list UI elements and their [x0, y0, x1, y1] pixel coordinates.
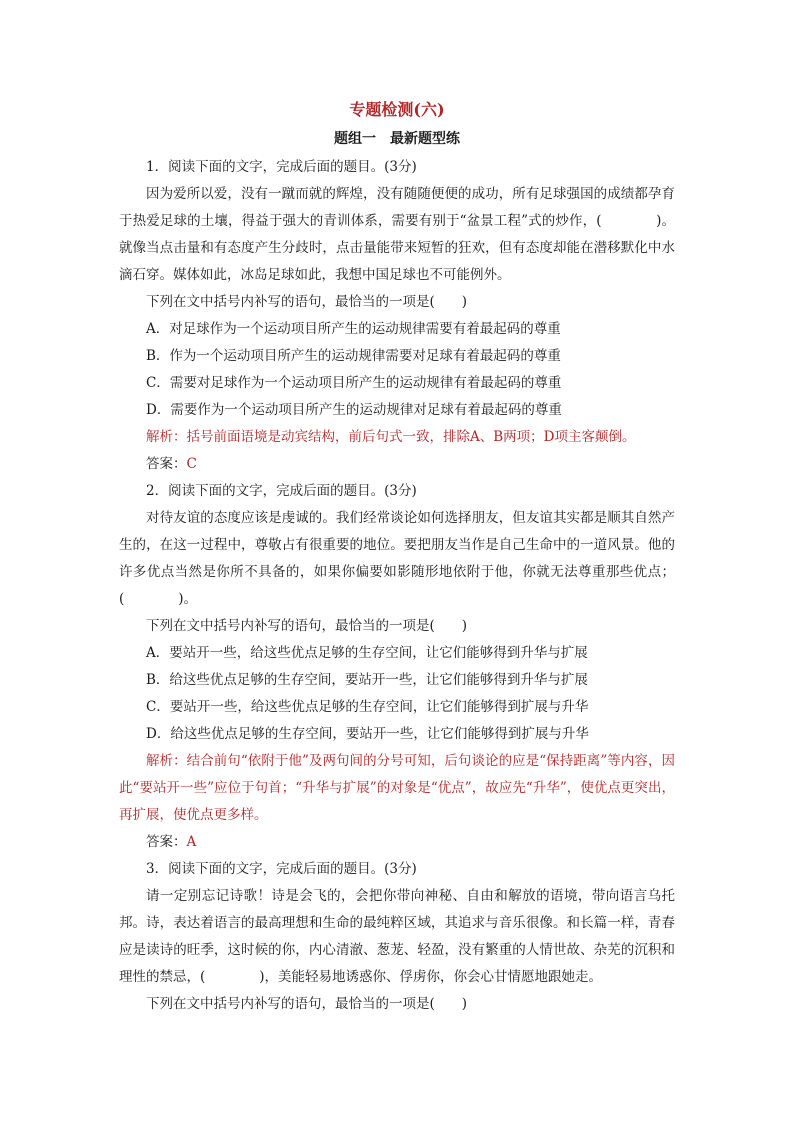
question-1: [119, 154, 675, 478]
question-passage: 对待友谊的态度应该是虔诚的。我们经常谈论如何选择朋友，但友谊其实都是顺其自然产生的，在这一过程中，尊敬占有很重要的地位。要把朋友当作是自己生命中的一道风景。他的许多优点当然是你所不具备的，如果你偏要如影随形地依附于他，你就无法尊重那些优点；( )。: [119, 510, 675, 607]
analysis: 解析：结合前句“依附于他”及两句间的分号可知，后句谈论的应是“保持距离”等内容，因此“要站开一些”应位于句首；“升华与扩展”的对象是“优点”，故应先“升华”，使优点更突出，再扩展，使优点更多样。: [119, 753, 675, 823]
answer-value: A: [186, 834, 197, 850]
question-passage: 请一定别忘记诗歌！诗是会飞的，会把你带向神秘、自由和解放的语境，带向语言乌托邦。诗，表达着语言的最高理想和生命的最纯粹区域，其追求与音乐很像。和长篇一样，青春应是读诗的旺季，这时候的你，内心清澈、葱茏、轻盈，没有繁重的人情世故、杂芜的沉积和理性的禁忌，( )，美能轻易地诱惑你、俘虏你，你会心甘情愿地跟她走。: [119, 888, 675, 985]
option-c: C．需要对足球作为一个运动项目所产生的运动规律有着最起码的尊重: [146, 375, 562, 391]
answer-label: 答案：: [146, 456, 187, 472]
option-b: B．作为一个运动项目所产生的运动规律需要对足球有着最起码的尊重: [146, 348, 561, 364]
analysis: 解析：括号前面语境是动宾结构，前后句式一致，排除A、B两项；D项主客颠倒。: [146, 429, 636, 445]
option-b: B．给这些优点足够的生存空间，要站开一些，让它们能够得到升华与扩展: [146, 672, 588, 688]
option-c: C．要站开一些，给这些优点足够的生存空间，让它们能够得到扩展与升华: [146, 699, 589, 715]
option-d: D．给这些优点足够的生存空间，要站开一些，让它们能够得到扩展与升华: [146, 726, 589, 742]
question-passage: 因为爱所以爱，没有一蹴而就的辉煌，没有随随便便的成功，所有足球强国的成绩都孕育于热爱足球的土壤，得益于强大的青训体系，需要有别于“盆景工程”式的炒作，( )。就像当点击量和有态度产生分歧时，点击量能带来短暂的狂欢，但有态度却能在潜移默化中水滴石穿。媒体如此，冰岛足球如此，我想中国足球也不可能例外。: [119, 186, 675, 283]
answer-line: [119, 829, 675, 856]
answer-value: C: [186, 456, 197, 472]
option-d: D．需要作为一个运动项目所产生的运动规律对足球有着最起码的尊重: [146, 402, 562, 418]
question-header: 2．阅读下面的文字，完成后面的题目。(3分): [146, 483, 417, 499]
question-header: 3．阅读下面的文字，完成后面的题目。(3分): [146, 861, 417, 877]
question-header: 1．阅读下面的文字，完成后面的题目。(3分): [146, 159, 417, 175]
document-title: 专题检测(六): [349, 100, 445, 119]
section-heading: 题组一 最新题型练: [334, 131, 460, 147]
option-a: A．对足球作为一个运动项目所产生的运动规律需要有着最起码的尊重: [146, 321, 561, 337]
question-prompt: 下列在文中括号内补写的语句，最恰当的一项是( ): [146, 618, 468, 634]
document-page: [119, 96, 675, 1018]
answer-label: 答案：: [146, 834, 187, 850]
question-prompt: 下列在文中括号内补写的语句，最恰当的一项是( ): [146, 996, 468, 1012]
question-3: [119, 856, 675, 1018]
question-2: [119, 478, 675, 856]
option-a: A．要站开一些，给这些优点足够的生存空间，让它们能够得到升华与扩展: [146, 645, 588, 661]
question-prompt: 下列在文中括号内补写的语句，最恰当的一项是( ): [146, 294, 468, 310]
answer-line: [119, 451, 675, 478]
